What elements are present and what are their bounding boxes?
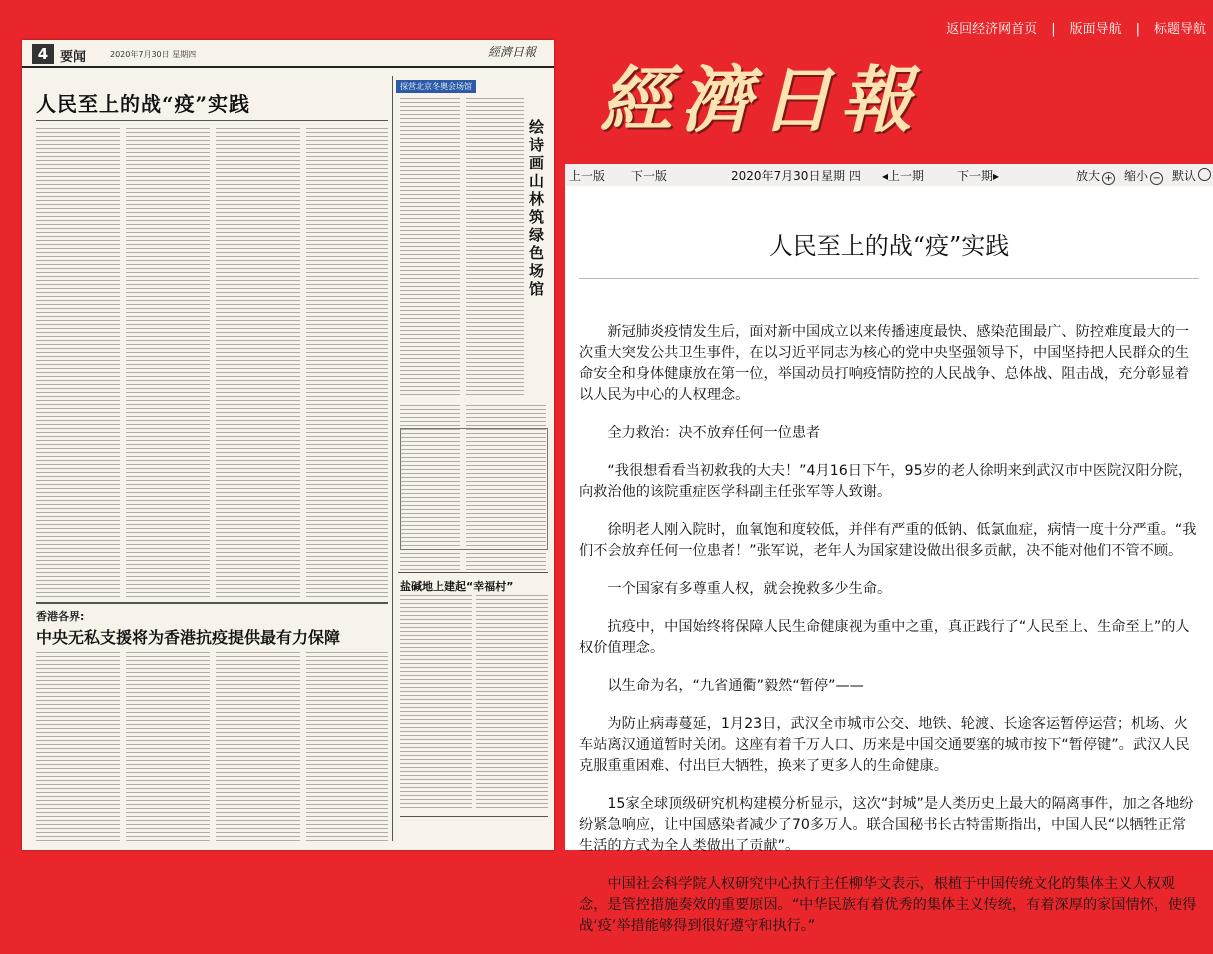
newspaper-page-image[interactable] — [22, 40, 554, 850]
top-navigation — [939, 18, 1213, 37]
newspaper-text-column — [36, 128, 120, 598]
newspaper-date: 2020年7月30日 星期四 — [110, 50, 197, 59]
nav-separator: | — [1135, 22, 1140, 37]
newspaper-text-column — [126, 652, 210, 842]
nav-link-titles[interactable]: 标题导航 — [1153, 22, 1206, 37]
newspaper-divider — [398, 572, 548, 573]
next-issue-button[interactable] — [957, 167, 999, 184]
newspaper-text-column — [306, 652, 388, 842]
next-issue-label: 下一期 — [957, 169, 994, 183]
next-issue-arrow-icon: ▸ — [993, 169, 1000, 183]
newspaper-vertical-divider — [392, 76, 393, 841]
issue-date: 2020年7月30日 — [731, 169, 821, 183]
newspaper-column-tag: 探营北京冬奥会场馆 — [396, 80, 476, 93]
newspaper-headline-link[interactable]: 人民至上的战“疫”实践 — [36, 92, 251, 116]
newspaper-text-column — [126, 128, 210, 598]
article-title: 人民至上的战“疫”实践 — [768, 232, 1010, 260]
article-paragraph: 中国社会科学院人权研究中心执行主任柳华文表示，根植于中国传统文化的集体主义人权观念，是管控措施奏效的重要原因。“中华民族有着优秀的集体主义传统，有着深厚的家国情怀，使得战‘疫’举措能够得到很好遵守和执行。” — [579, 876, 1197, 934]
newspaper-small-headline-link[interactable]: 盐碱地上建起“幸福村” — [400, 580, 514, 593]
article-paragraph: 一个国家有多尊重人权，就会挽救多少生命。 — [607, 581, 892, 597]
newspaper-subhead: 香港各界: — [36, 610, 85, 623]
prev-issue-arrow-icon: ◂ — [882, 169, 889, 183]
zoom-out-icon: − — [1150, 172, 1163, 185]
next-page-button[interactable]: 下一版 — [631, 169, 668, 183]
newspaper-text-column — [216, 652, 300, 842]
newspaper-boxed-note — [400, 428, 548, 550]
zoom-out-label: 缩小 — [1124, 169, 1149, 183]
newspaper-vertical-headline-link[interactable]: 绘诗画山林 筑绿色场馆 — [529, 118, 545, 298]
reader-toolbar — [565, 164, 1213, 187]
zoom-default-button[interactable] — [1172, 167, 1211, 184]
article-paragraph: 徐明老人刚入院时，血氧饱和度较低，并伴有严重的低钠、低氯血症，病情一度十分严重。“我们不会放弃任何一位患者！”张军说，老年人为国家建设做出很多贡献，决不能对他们不管不顾。 — [579, 522, 1197, 559]
article-body — [579, 322, 1199, 954]
newspaper-editors-footer — [400, 816, 548, 841]
zoom-out-button[interactable] — [1124, 167, 1163, 185]
article-paragraph: 新冠肺炎疫情发生后，面对新中国成立以来传播速度最快、感染范围最广、防控难度最大的一次重大突发公共卫生事件，在以习近平同志为核心的党中央坚强领导下，中国坚持把人民群众的生命安全和身体健康放在第一位，举国动员打响疫情防控的人民战争、总体战、阻击战，充分彰显着以人民为中心的人权理念。 — [579, 324, 1190, 403]
prev-issue-label: 上一期 — [888, 169, 925, 183]
newspaper-text-column — [216, 128, 300, 598]
article-paragraph: 抗疫中，中国始终将保障人民生命健康视为重中之重，真正践行了“人民至上、生命至上”的人权价值理念。 — [579, 619, 1190, 656]
newspaper-headline2-link[interactable]: 中央无私支援将为香港抗疫提供最有力保障 — [36, 628, 341, 647]
newspaper-text-column — [400, 595, 472, 810]
nav-link-layout[interactable]: 版面导航 — [1069, 22, 1122, 37]
article-paragraph: 15家全球顶级研究机构建模分析显示，这次“封城”是人类历史上最大的隔离事件，加之各地纷纷紧急响应，让中国感染者减少了70多万人。联合国秘书长古特雷斯指出，中国人民“以牺牲正常生活的方式为全人类做出了贡献”。 — [579, 796, 1194, 854]
newspaper-text-column — [306, 128, 388, 598]
article-paragraph: 为防止病毒蔓延，1月23日，武汉全市城市公交、地铁、轮渡、长途客运暂停运营；机场、火车站离汉通道暂时关闭。这座有着千万人口、历来是中国交通要塞的城市按下“暂停键”。武汉人民克服重重困难、付出巨大牺牲，换来了更多人的生命健康。 — [579, 716, 1190, 774]
newspaper-text-column — [400, 98, 460, 398]
prev-page-button[interactable]: 上一版 — [569, 169, 606, 183]
nav-separator: | — [1051, 22, 1056, 37]
newspaper-section-name: 要闻 — [60, 50, 87, 65]
newspaper-text-column — [476, 595, 548, 810]
article-title-divider — [579, 278, 1199, 279]
newspaper-page-number: 4 — [32, 44, 54, 64]
site-logo: 經濟日報 — [600, 57, 921, 142]
zoom-in-button[interactable] — [1076, 167, 1115, 185]
newspaper-text-column — [36, 652, 120, 842]
zoom-default-label: 默认 — [1172, 169, 1197, 183]
zoom-in-icon: + — [1102, 172, 1115, 185]
newspaper-divider — [36, 602, 388, 604]
zoom-default-icon — [1198, 168, 1211, 181]
newspaper-masthead: 經濟日報 — [487, 45, 536, 59]
article-subheading: 全力救治：决不放弃任何一位患者 — [607, 425, 821, 441]
article-subheading: 以生命为名，“九省通衢”毅然“暂停”—— — [607, 678, 864, 694]
nav-link-home[interactable]: 返回经济网首页 — [946, 22, 1038, 37]
issue-weekday: 星期 四 — [821, 169, 861, 183]
newspaper-divider — [36, 120, 388, 121]
prev-issue-button[interactable] — [882, 167, 924, 184]
newspaper-text-column — [466, 98, 524, 398]
newspaper-header-bar — [22, 40, 554, 68]
article-paragraph: “我很想看看当初救我的大夫！”4月16日下午，95岁的老人徐明来到武汉市中医院汉阳分院，向救治他的该院重症医学科副主任张军等人致谢。 — [579, 463, 1193, 500]
zoom-in-label: 放大 — [1076, 169, 1101, 183]
article-panel — [565, 186, 1213, 934]
